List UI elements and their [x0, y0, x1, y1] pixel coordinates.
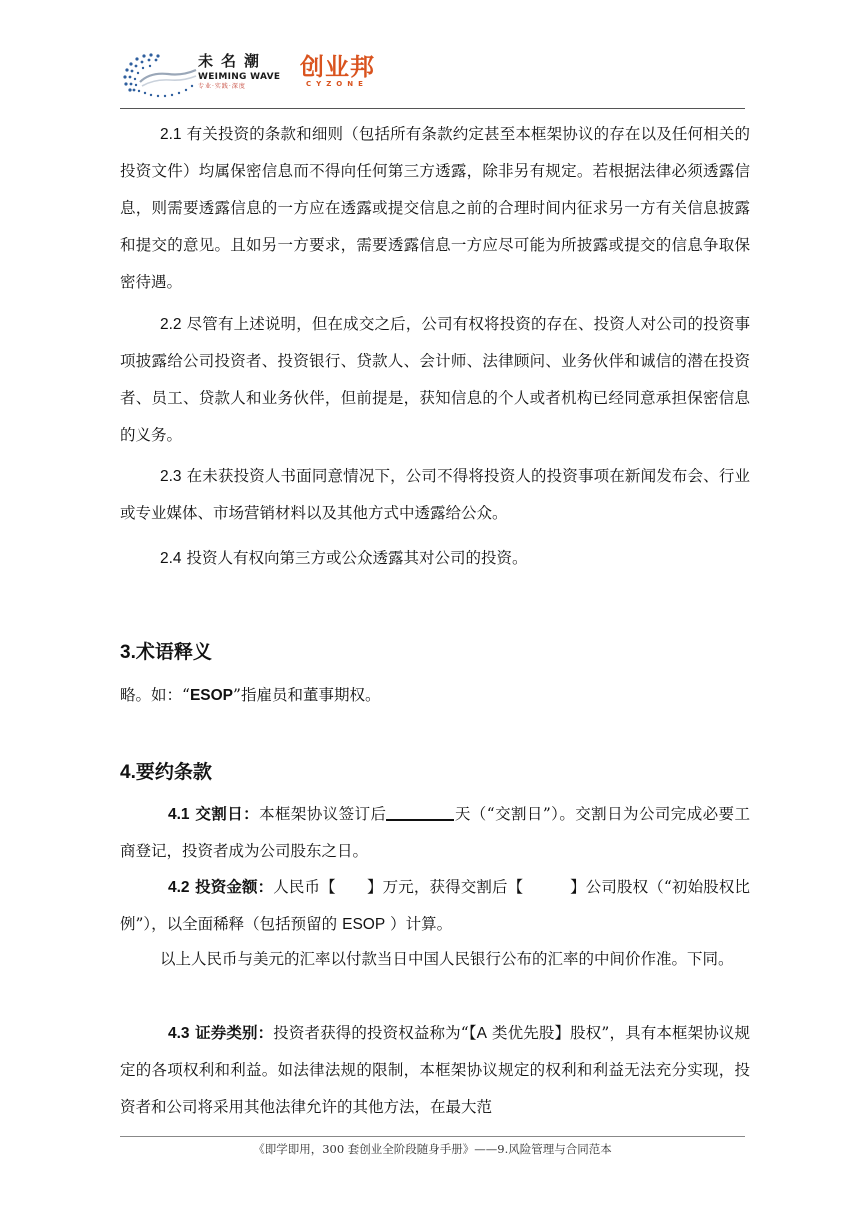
esop-term: ESOP: [342, 916, 386, 933]
clause-label: 交割日：: [189, 804, 260, 823]
heading-text: 要约条款: [135, 761, 212, 783]
clause-text: 有关投资的条款和细则（包括所有条款约定甚至本框架协议的存在以及任何相关的投资文件）均属保密信息而不得向任何第三方透露，除非另有规定。若根据法律必须透露信息，则需要透露信息的一方应在透露或提交信息之前的合理时间内征求另一方有关信息披露和提交的意见。且如另一方要求，需要透露信息一方应尽可能为所披露或提交的信息争取保密待遇。: [120, 125, 750, 291]
cyzone-en-text: CYZONE: [306, 80, 368, 88]
section-heading-3: [120, 637, 212, 664]
clause-number: 2.2: [160, 316, 182, 333]
clause-number: 4.2: [168, 879, 190, 896]
logo-en-text: WEIMING WAVE: [198, 72, 281, 82]
clause-text-part2: 类优先股】股权”，具有本框架协议规定的各项权利和利益。如法律法规的限制，本框架协议规定的权利和利益无法充分实现，投资者和公司将采用其他法律允许的其他方法，在最大范: [120, 1024, 750, 1116]
definition-suffix: ”指雇员和董事期权。: [233, 686, 381, 704]
clause-2-1: [120, 116, 750, 301]
definition-prefix: 略。如：“: [120, 686, 190, 704]
cyzone-logo: [300, 54, 375, 89]
weiming-wave-logo-icon: [120, 46, 200, 102]
clause-text: 尽管有上述说明，但在成交之后，公司有权将投资的存在、投资人对公司的投资事项披露给公司投资者、投资银行、贷款人、会计师、法律顾问、业务伙伴和诚信的潜在投资者、员工、贷款人和业务伙伴，但前提是，获知信息的个人或者机构已经同意承担保密信息的义务。: [120, 315, 750, 444]
share-class-letter: A: [476, 1025, 487, 1042]
clause-text-part2: ）计算。: [385, 915, 453, 933]
clause-4-2: [120, 868, 750, 943]
clause-2-4: [120, 540, 750, 577]
clause-number: 2.1: [160, 126, 182, 143]
clause-text: 以上人民币与美元的汇率以付款当日中国人民银行公布的汇率的中间价作准。下同。: [160, 950, 734, 968]
clause-2-3: [120, 458, 750, 532]
clause-text-part1: 本框架协议签订后: [259, 805, 387, 823]
clause-2-2: [120, 306, 750, 454]
logo-cn-text: 未名潮: [198, 52, 268, 70]
clause-3-definitions: [120, 677, 750, 714]
clause-number: 4.1: [168, 806, 190, 823]
clause-label: 证券类别：: [189, 1023, 274, 1042]
clause-4-3: [120, 1014, 750, 1126]
page-footer: [120, 1136, 745, 1157]
weiming-wave-wordmark: [198, 52, 280, 91]
page-header: [120, 40, 745, 109]
heading-text: 术语释义: [135, 641, 212, 663]
clause-text: 投资人有权向第三方或公众透露其对公司的投资。: [181, 549, 528, 567]
clause-4-2-exchange-rate: [120, 941, 750, 978]
clause-text-part1: 投资者获得的投资权益称为“【: [273, 1024, 477, 1042]
clause-label: 投资金额：: [189, 877, 274, 896]
clause-number: 4.3: [168, 1025, 190, 1042]
clause-text-part1: 人民币【 】万元，获得交割后【 】公司股权（“初始股权比例”），以全面稀释（包括预留的: [120, 878, 750, 933]
heading-number: 3.: [120, 642, 136, 663]
heading-number: 4.: [120, 762, 136, 783]
section-heading-4: [120, 757, 212, 784]
cyzone-cn-text: 创业邦: [300, 53, 375, 81]
logo-tagline: 专业·实践·深度: [198, 83, 246, 90]
esop-term: ESOP: [189, 687, 234, 704]
clause-number: 2.4: [160, 550, 182, 567]
days-blank-line: [386, 804, 454, 822]
clause-text-part2: 天（“交割日”）。交割日为公司完成必要工商登记，投资者成为公司股东之日。: [120, 805, 750, 860]
clause-text: 在未获投资人书面同意情况下，公司不得将投资人的投资事项在新闻发布会、行业或专业媒体、市场营销材料以及其他方式中透露给公众。: [120, 467, 750, 522]
clause-4-1: [120, 795, 750, 870]
footer-text: 《即学即用，300 套创业全阶段随身手册》——9.风险管理与合同范本: [253, 1142, 612, 1156]
clause-number: 2.3: [160, 468, 182, 485]
